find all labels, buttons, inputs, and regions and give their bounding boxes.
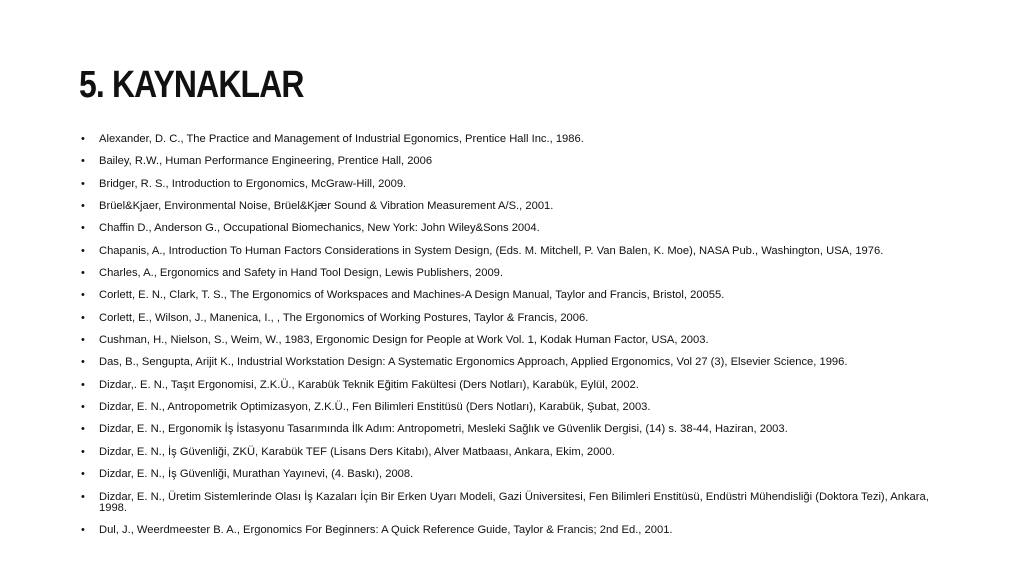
reference-item bbox=[78, 424, 948, 435]
reference-text: Dizdar, E. N., Ergonomik İş İstasyonu Tasarımında İlk Adım: Antropometri, Mesleki Sağlık ve Güvenlik Dergisi, (14) s. 38-44, Haziran, 2003. bbox=[99, 423, 788, 436]
bullet-icon: • bbox=[81, 445, 85, 458]
reference-item bbox=[78, 335, 948, 346]
bullet-icon: • bbox=[81, 378, 85, 391]
reference-item bbox=[78, 313, 948, 324]
bullet-icon: • bbox=[81, 468, 85, 481]
reference-item bbox=[78, 380, 948, 391]
reference-text: Dizdar, E. N., İş Güvenliği, ZKÜ, Karabük TEF (Lisans Ders Kitabı), Alver Matbaası, Ankara, Ekim, 2000. bbox=[99, 445, 615, 458]
reference-item bbox=[78, 268, 948, 279]
reference-text: Bailey, R.W., Human Performance Engineering, Prentice Hall, 2006 bbox=[99, 155, 433, 168]
reference-text: Alexander, D. C., The Practice and Management of Industrial Egonomics, Prentice Hall Inc., 1986. bbox=[99, 133, 584, 145]
reference-item bbox=[78, 447, 948, 458]
reference-item bbox=[78, 290, 948, 301]
bullet-icon: • bbox=[81, 267, 85, 280]
reference-text: Dizdar, E. N., İş Güvenliği, Murathan Yayınevi, (4. Baskı), 2008. bbox=[99, 468, 414, 481]
reference-item bbox=[78, 525, 948, 536]
reference-item bbox=[78, 201, 948, 212]
bullet-icon: • bbox=[81, 423, 85, 436]
reference-text: Dizdar, E. N., Üretim Sistemlerinde Olası İş Kazaları İçin Bir Erken Uyarı Modeli, Gazi Üniversitesi, Fen Bilimleri Enstitüsü, Endüstri Mühendisliği (Doktora Tezi), Ankara, 1998. bbox=[99, 490, 929, 514]
bullet-icon: • bbox=[81, 222, 85, 235]
reference-item bbox=[78, 179, 948, 190]
bullet-icon: • bbox=[81, 311, 85, 324]
reference-text: Dizdar, E. N., Antropometrik Optimizasyon, Z.K.Ü., Fen Bilimleri Enstitüsü (Ders Notları), Karabük, Şubat, 2003. bbox=[99, 401, 651, 414]
bullet-icon: • bbox=[81, 133, 85, 145]
reference-item bbox=[78, 492, 948, 514]
reference-item bbox=[78, 134, 948, 145]
slide-title: 5. KAYNAKLAR bbox=[79, 64, 304, 106]
reference-item bbox=[78, 469, 948, 480]
bullet-icon: • bbox=[81, 401, 85, 414]
bullet-icon: • bbox=[81, 356, 85, 369]
bullet-icon: • bbox=[81, 177, 85, 190]
reference-text: Corlett, E. N., Clark, T. S., The Ergonomics of Workspaces and Machines-A Design Manual, Taylor and Francis, Bristol, 20055. bbox=[99, 289, 725, 302]
reference-item bbox=[78, 223, 948, 234]
reference-text: Dul, J., Weerdmeester B. A., Ergonomics For Beginners: A Quick Reference Guide, Taylor & Francis; 2nd Ed., 2001. bbox=[99, 523, 673, 536]
reference-text: Corlett, E., Wilson, J., Manenica, I., , The Ergonomics of Working Postures, Taylor & Francis, 2006. bbox=[99, 311, 589, 324]
reference-text: Dizdar,. E. N., Taşıt Ergonomisi, Z.K.Ü., Karabük Teknik Eğitim Fakültesi (Ders Notları), Karabük, Eylül, 2002. bbox=[99, 378, 639, 391]
reference-item bbox=[78, 357, 948, 368]
bullet-icon: • bbox=[81, 155, 85, 168]
bullet-icon: • bbox=[81, 244, 85, 257]
bullet-icon: • bbox=[81, 523, 85, 536]
reference-item bbox=[78, 246, 948, 257]
reference-text: Bridger, R. S., Introduction to Ergonomics, McGraw-Hill, 2009. bbox=[99, 177, 407, 190]
reference-text: Brüel&Kjaer, Environmental Noise, Brüel&Kjær Sound & Vibration Measurement A/S., 2001. bbox=[99, 200, 554, 213]
bullet-icon: • bbox=[81, 289, 85, 302]
reference-text: Chapanis, A., Introduction To Human Factors Considerations in System Design, (Eds. M. Mitchell, P. Van Balen, K. Moe), NASA Pub., Washington, USA, 1976. bbox=[99, 244, 884, 257]
reference-text: Charles, A., Ergonomics and Safety in Hand Tool Design, Lewis Publishers, 2009. bbox=[99, 267, 504, 280]
bullet-icon: • bbox=[81, 200, 85, 213]
reference-text: Das, B., Sengupta, Arijit K., Industrial Workstation Design: A Systematic Ergonomics Approach, Applied Ergonomics, Vol 27 (3), Elsevier Science, 1996. bbox=[99, 356, 848, 369]
reference-text: Chaffin D., Anderson G., Occupational Biomechanics, New York: John Wiley&Sons 2004. bbox=[99, 222, 540, 235]
reference-item bbox=[78, 156, 948, 167]
bullet-icon: • bbox=[81, 490, 85, 503]
reference-list bbox=[78, 134, 948, 547]
reference-item bbox=[78, 402, 948, 413]
bullet-icon: • bbox=[81, 334, 85, 347]
reference-text: Cushman, H., Nielson, S., Weim, W., 1983, Ergonomic Design for People at Work Vol. 1, Kodak Human Factor, USA, 2003. bbox=[99, 334, 709, 347]
